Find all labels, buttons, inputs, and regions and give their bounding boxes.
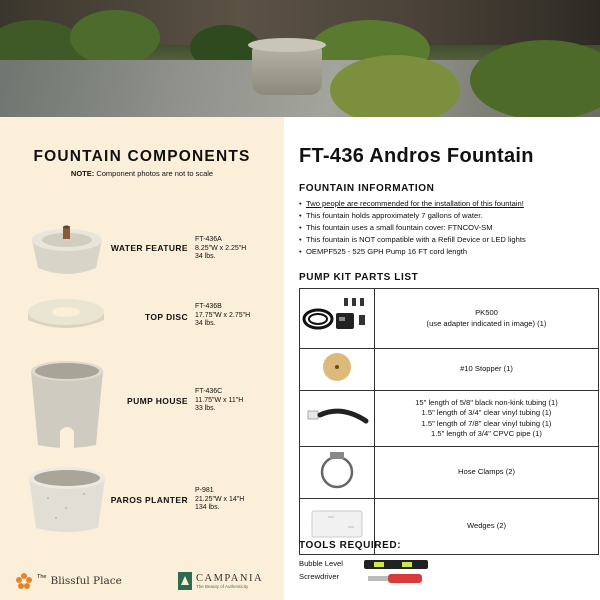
- logo-name: Blissful Place: [50, 575, 122, 587]
- component-sku: FT-436B: [195, 303, 222, 310]
- part-line: #10 Stopper (1): [460, 364, 513, 374]
- component-weight: 33 lbs.: [195, 405, 216, 412]
- bush: [70, 10, 160, 65]
- components-note: [0, 169, 284, 178]
- hose-clamp-image: [300, 447, 374, 493]
- tubing-image: [300, 391, 374, 441]
- component-weight: 34 lbs.: [195, 253, 216, 260]
- part-description: [375, 289, 599, 349]
- component-specs: [195, 388, 243, 414]
- part-description: [375, 499, 599, 555]
- component-specs: [195, 236, 246, 262]
- paros-planter-image: [26, 464, 108, 536]
- info-heading: FOUNTAIN INFORMATION: [299, 183, 435, 194]
- campania-mark-icon: [178, 572, 192, 590]
- logo-tagline: The Beauty of Authenticity: [196, 584, 249, 589]
- blissful-place-logo: [15, 572, 122, 590]
- component-weight: 134 lbs.: [195, 504, 220, 511]
- product-panel: [284, 117, 600, 600]
- part-image-cell: [300, 349, 375, 391]
- hero-photo: [0, 0, 600, 117]
- info-text: Two people are recommended for the installation of this fountain!: [306, 199, 524, 208]
- tools-heading: TOOLS REQUIRED:: [299, 540, 402, 551]
- component-specs: [195, 487, 244, 513]
- component-sku: FT-436A: [195, 236, 222, 243]
- component-sku: FT-436C: [195, 388, 223, 395]
- top-disc-image: [26, 296, 106, 336]
- component-name: WATER FEATURE: [110, 243, 188, 253]
- tools-image: [362, 557, 438, 587]
- component-specs: [195, 303, 250, 329]
- table-row: [300, 289, 599, 349]
- pump-kit-image: [300, 289, 374, 343]
- grass-clump: [470, 40, 600, 117]
- component-sku: P-981: [195, 487, 214, 494]
- components-title: FOUNTAIN COMPONENTS: [33, 148, 251, 165]
- part-description: [375, 349, 599, 391]
- part-line: 1.5" length of 7/8" clear vinyl tubing (1): [421, 418, 552, 428]
- info-item: • This fountain uses a small fountain cover: FTNCOV-SM: [299, 222, 599, 234]
- campania-logo: [178, 572, 263, 590]
- component-dims: 21.25"W x 14"H: [195, 495, 245, 503]
- part-line: (use adapter indicated in image) (1): [426, 318, 547, 328]
- stopper-image: [300, 349, 374, 385]
- flower-icon: [15, 572, 33, 590]
- component-name: PAROS PLANTER: [110, 495, 188, 505]
- info-list: [299, 198, 599, 258]
- component-dims: 17.75"W x 2.75"H: [195, 311, 251, 319]
- part-line: PK500: [475, 308, 498, 317]
- grass-clump: [330, 55, 460, 117]
- part-line: Hose Clamps (2): [458, 467, 515, 477]
- part-line: 1.5" length of 3/4" clear vinyl tubing (1): [421, 408, 552, 417]
- note-label: NOTE:: [70, 169, 95, 178]
- components-panel: [0, 117, 284, 600]
- part-line: 1.5" length of 3/4" CPVC pipe (1): [431, 429, 542, 438]
- parts-heading: PUMP KIT PARTS LIST: [299, 272, 419, 283]
- parts-table: [299, 288, 599, 555]
- component-dims: 8.25"W x 2.25"H: [195, 244, 247, 252]
- table-row: [300, 349, 599, 391]
- part-image-cell: [300, 289, 375, 349]
- part-line: Wedges (2): [466, 521, 507, 531]
- part-line: 15" length of 5/8" black non-kink tubing (1): [415, 397, 558, 407]
- product-title: FT-436 Andros Fountain: [299, 145, 534, 167]
- table-row: [300, 391, 599, 447]
- info-item: [299, 198, 599, 210]
- logo-name: CAMPANIA: [196, 573, 264, 584]
- part-description: [375, 447, 599, 499]
- tool-item: Screwdriver: [299, 572, 340, 581]
- part-image-cell: [300, 391, 375, 447]
- fountain-photo: [252, 45, 322, 95]
- part-image-cell: [300, 447, 375, 499]
- note-text: Component photos are not to scale: [96, 169, 214, 178]
- component-name: PUMP HOUSE: [127, 396, 188, 406]
- component-dims: 11.75"W x 11"H: [195, 396, 244, 404]
- info-item: • OEMPF525 - 525 GPH Pump 16 FT cord length: [299, 246, 599, 258]
- info-item: • This fountain is NOT compatible with a Refill Device or LED lights: [299, 234, 599, 246]
- table-row: [300, 447, 599, 499]
- info-item: • This fountain holds approximately 7 gallons of water.: [299, 210, 599, 222]
- tool-item: Bubble Level: [299, 559, 343, 568]
- component-weight: 34 lbs.: [195, 320, 216, 327]
- water-feature-image: [28, 220, 106, 280]
- fountain-top-photo: [248, 38, 326, 52]
- pump-house-image: [28, 359, 106, 451]
- logo-the: The: [37, 574, 47, 580]
- part-description: [375, 391, 599, 447]
- component-name: TOP DISC: [144, 312, 188, 322]
